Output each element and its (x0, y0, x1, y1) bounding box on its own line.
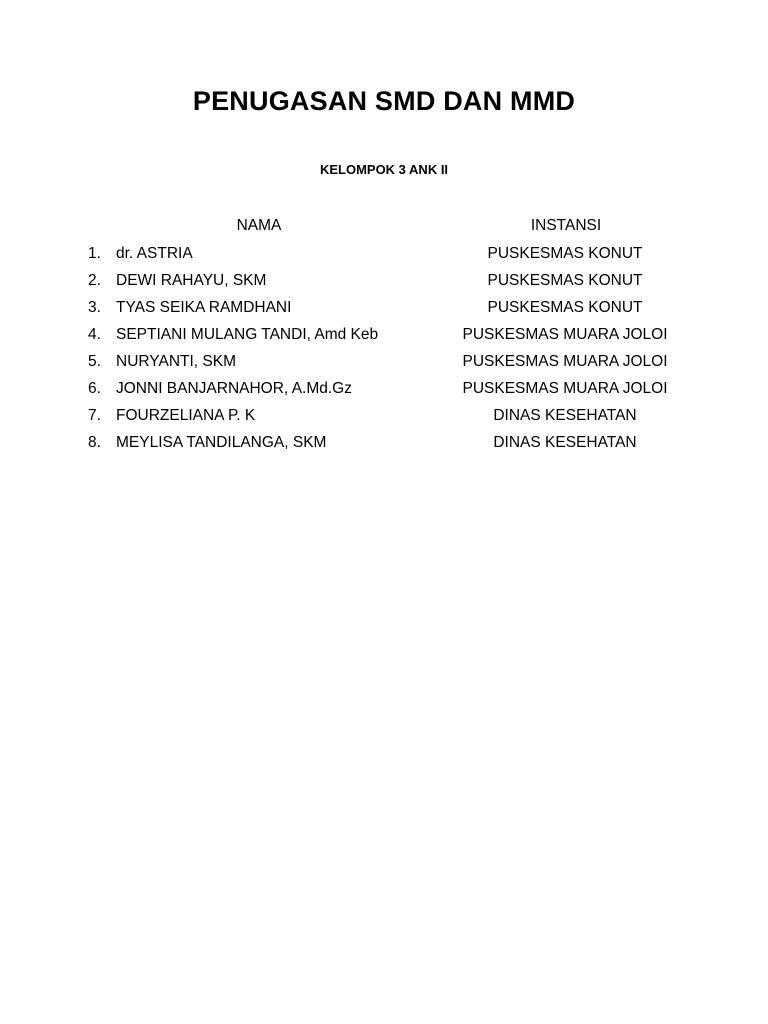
list-item (0, 326, 768, 353)
row-number: 2. (88, 272, 101, 289)
row-number: 7. (88, 407, 101, 424)
member-instansi: PUSKESMAS KONUT (487, 245, 643, 262)
list-item (0, 407, 768, 434)
list-item (0, 434, 768, 461)
member-name: FOURZELIANA P. K (116, 407, 256, 424)
member-name: DEWI RAHAYU, SKM (116, 272, 267, 289)
column-header-instansi: INSTANSI (530, 217, 602, 234)
member-name: MEYLISA TANDILANGA, SKM (116, 434, 327, 451)
member-list (0, 245, 768, 461)
member-name: JONNI BANJARNAHOR, A.Md.Gz (116, 380, 352, 397)
member-instansi: PUSKESMAS MUARA JOLOI (462, 353, 668, 370)
member-instansi: PUSKESMAS KONUT (487, 272, 643, 289)
member-instansi: DINAS KESEHATAN (493, 407, 637, 424)
member-instansi: PUSKESMAS MUARA JOLOI (462, 380, 668, 397)
member-instansi: PUSKESMAS MUARA JOLOI (462, 326, 668, 343)
column-header-nama: NAMA (236, 217, 282, 234)
row-number: 5. (88, 353, 101, 370)
member-name: dr. ASTRIA (116, 245, 193, 262)
document-title: PENUGASAN SMD DAN MMD (192, 86, 576, 116)
list-item (0, 245, 768, 272)
list-item (0, 380, 768, 407)
row-number: 3. (88, 299, 101, 316)
row-number: 4. (88, 326, 101, 343)
row-number: 1. (88, 245, 101, 262)
member-name: SEPTIANI MULANG TANDI, Amd Keb (116, 326, 379, 343)
row-number: 8. (88, 434, 101, 451)
member-instansi: DINAS KESEHATAN (493, 434, 637, 451)
document-subtitle: KELOMPOK 3 ANK II (319, 162, 449, 177)
list-item (0, 299, 768, 326)
member-name: TYAS SEIKA RAMDHANI (116, 299, 292, 316)
list-item (0, 272, 768, 299)
row-number: 6. (88, 380, 101, 397)
list-item (0, 353, 768, 380)
member-instansi: PUSKESMAS KONUT (487, 299, 643, 316)
member-name: NURYANTI, SKM (116, 353, 236, 370)
